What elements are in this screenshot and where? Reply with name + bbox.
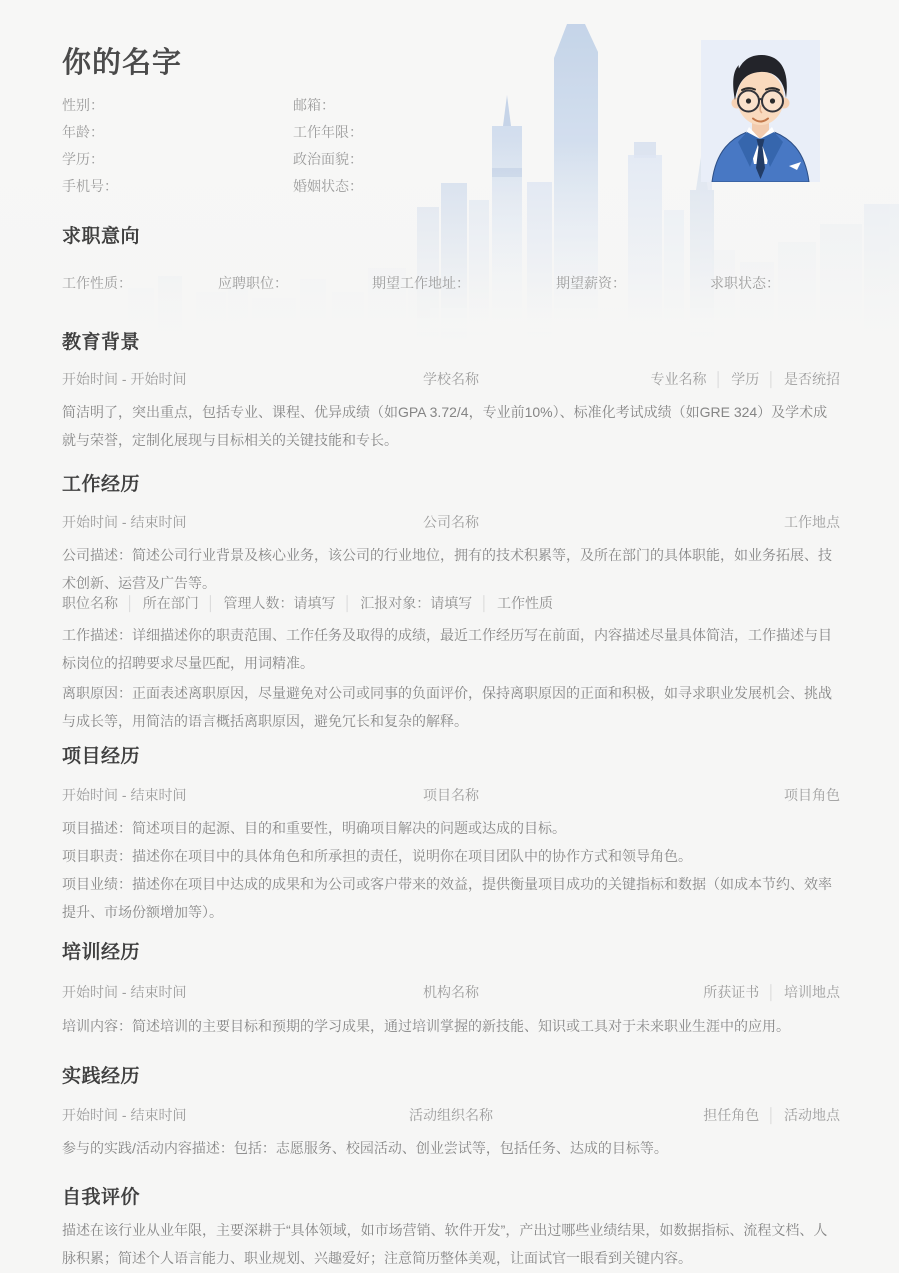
practice-org-name: 活动组织名称: [408, 1107, 493, 1123]
training-meta-row: [62, 984, 840, 1000]
section-title-project: 项目经历: [62, 746, 141, 767]
work-nature: 工作性质: [497, 595, 553, 611]
edu-description: 简洁明了，突出重点，包括专业、课程、优异成绩（如GPA 3.72/4，专业前10%）、标准化考试成绩（如GRE 324）及学术成就与荣誉，定制化展现与目标相关的关键技能和专长。: [62, 404, 828, 448]
intent-position: 应聘职位：: [218, 275, 288, 291]
info-label-marital: 婚姻状态：: [293, 178, 363, 194]
info-label-gender: 性别：: [62, 97, 104, 113]
section-self-evaluation: [62, 1188, 840, 1272]
practice-location: 活动地点: [784, 1107, 840, 1123]
work-department: 所在部门: [142, 595, 199, 611]
section-title-work: 工作经历: [62, 474, 141, 495]
work-report-to: 汇报对象：请填写: [360, 595, 473, 611]
info-label-political: 政治面貌：: [293, 151, 363, 167]
project-name: 项目名称: [422, 787, 479, 803]
intent-location: 期望工作地址：: [372, 275, 470, 291]
info-label-age: 年龄：: [62, 124, 104, 140]
info-label-email: 邮箱：: [293, 97, 335, 113]
training-certificate: 所获证书: [703, 984, 760, 1000]
intent-work-nature: 工作性质：: [62, 275, 132, 291]
section-practice: [62, 1067, 840, 1162]
section-title-training: 培训经历: [62, 942, 141, 963]
section-work: [62, 475, 840, 735]
work-leave-reason: 离职原因：正面表述离职原因，尽量避免对公司或同事的负面评价，保持离职原因的正面和积极，如寻求职业发展机会、挑战与成长等，用简洁的语言概括离职原因，避免冗长和复杂的解释。: [62, 685, 832, 729]
project-result: 项目业绩：描述你在项目中达成的成果和为公司或客户带来的效益，提供衡量项目成功的关键指标和数据（如成本节约、效率提升、市场份额增加等）。: [62, 876, 832, 920]
work-position-name: 职位名称: [62, 595, 118, 611]
section-project: [62, 747, 840, 926]
education-meta-row: [62, 371, 840, 387]
section-title-self-evaluation: 自我评价: [62, 1187, 141, 1208]
pipe-separator: │: [343, 595, 353, 611]
pipe-separator: │: [767, 1107, 776, 1123]
pipe-separator: │: [767, 984, 776, 1000]
project-time-range: 开始时间 - 结束时间: [62, 787, 187, 803]
info-label-work-years: 工作年限：: [293, 124, 363, 140]
pipe-separator: │: [480, 595, 489, 611]
section-training: [62, 943, 840, 1040]
project-description: 项目描述：简述项目的起源、目的和重要性，明确项目解决的问题或达成的目标。: [62, 820, 566, 836]
project-duty: 项目职责：描述你在项目中的具体角色和所承担的责任，说明你在项目团队中的协作方式和领导角色。: [62, 848, 692, 864]
pipe-separator: │: [206, 595, 216, 611]
work-location: 工作地点: [784, 514, 840, 530]
intent-salary: 期望薪资：: [556, 275, 626, 291]
project-meta-row: [62, 787, 840, 803]
section-title-job-intention: 求职意向: [62, 226, 141, 247]
work-description: 工作描述：详细描述你的职责范围、工作任务及取得的成绩，最近工作经历写在前面，内容描述尽量具体简洁，工作描述与目标岗位的招聘要求尽量匹配，用词精准。: [62, 627, 832, 671]
pipe-separator: │: [126, 595, 135, 611]
pipe-separator: │: [767, 371, 776, 387]
personal-info-grid: [62, 97, 622, 194]
edu-major: 专业名称: [650, 371, 707, 387]
intent-status: 求职状态：: [710, 275, 780, 291]
male-avatar-illustration: [701, 40, 820, 182]
name-heading: 你的名字: [62, 47, 183, 79]
edu-time-range: 开始时间 - 开始时间: [62, 371, 187, 387]
training-org-name: 机构名称: [422, 984, 479, 1000]
work-company-desc: 公司描述：简述公司行业背景及核心业务，该公司的行业地位，拥有的技术积累等，及所在部门的具体职能，如业务拓展、技术创新、运营及广告等。: [62, 547, 832, 591]
work-managed-count: 管理人数：请填写: [223, 595, 336, 611]
section-title-practice: 实践经历: [62, 1066, 141, 1087]
work-meta-row: [62, 514, 840, 530]
section-job-intention: [62, 227, 840, 291]
job-intention-row: [62, 275, 840, 291]
work-position-row: [62, 595, 840, 611]
project-role: 项目角色: [784, 787, 840, 803]
practice-content: 参与的实践/活动内容描述：包括：志愿服务、校园活动、创业尝试等，包括任务、达成的目标等。: [62, 1140, 668, 1156]
practice-role: 担任角色: [703, 1107, 760, 1123]
profile-photo: [701, 40, 820, 182]
practice-time-range: 开始时间 - 结束时间: [62, 1107, 187, 1123]
training-time-range: 开始时间 - 结束时间: [62, 984, 187, 1000]
self-evaluation-content: 描述在该行业从业年限，主要深耕于“具体领域，如市场营销、软件开发”，产出过哪些业绩结果，如数据指标、流程文档、人脉积累；简述个人语言能力、职业规划、兴趣爱好；注意简历整体美观，让面试官一眼看到关键内容。: [62, 1222, 828, 1266]
edu-recruit-type: 是否统招: [784, 371, 840, 387]
info-label-education: 学历：: [62, 151, 104, 167]
section-education: [62, 333, 840, 454]
edu-degree: 学历: [731, 371, 760, 387]
training-content: 培训内容：简述培训的主要目标和预期的学习成果，通过培训掌握的新技能、知识或工具对于未来职业生涯中的应用。: [62, 1018, 790, 1034]
pipe-separator: │: [714, 371, 724, 387]
section-title-education: 教育背景: [62, 332, 141, 353]
training-location: 培训地点: [784, 984, 840, 1000]
info-label-phone: 手机号：: [62, 178, 118, 194]
edu-school-name: 学校名称: [422, 371, 479, 387]
practice-meta-row: [62, 1107, 840, 1123]
work-company-name: 公司名称: [422, 514, 479, 530]
work-time-range: 开始时间 - 结束时间: [62, 514, 187, 530]
